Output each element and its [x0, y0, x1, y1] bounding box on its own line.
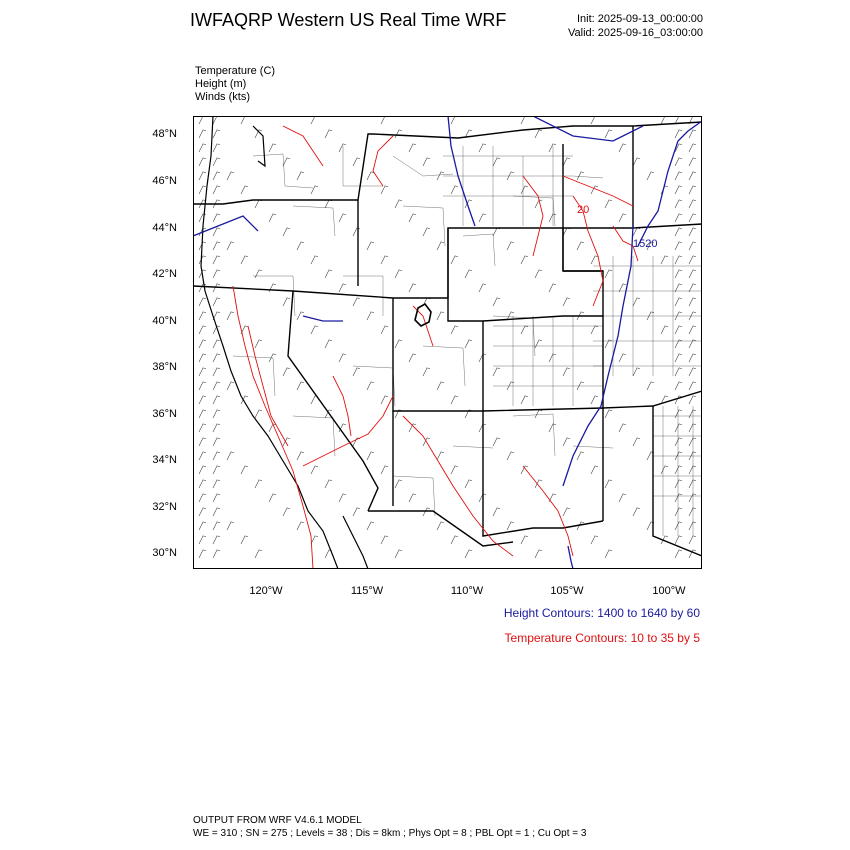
lon-label-110: 110°W: [450, 585, 484, 597]
lat-label-42: 42°N: [152, 268, 177, 280]
lat-label-34: 34°N: [152, 454, 177, 466]
lat-label-36: 36°N: [152, 408, 177, 420]
weather-map: [193, 116, 702, 569]
lon-label-105: 105°W: [550, 585, 584, 597]
field-label-height: Height (m): [195, 78, 247, 90]
lat-label-32: 32°N: [152, 501, 177, 513]
lon-label-120: 120°W: [249, 585, 283, 597]
wind-barb-field: [199, 116, 696, 558]
lat-label-46: 46°N: [152, 175, 177, 187]
temperature-contours: [233, 126, 638, 569]
lat-label-48: 48°N: [152, 128, 177, 140]
lat-label-44: 44°N: [152, 222, 177, 234]
temperature-contour-label: 20: [577, 204, 590, 216]
lon-label-115: 115°W: [350, 585, 384, 597]
great-salt-lake: [415, 304, 431, 326]
height-contour-label: 1520: [633, 238, 658, 250]
field-label-winds: Winds (kts): [195, 91, 250, 103]
lon-label-100: 100°W: [652, 585, 686, 597]
map-title: IWFAQRP Western US Real Time WRF: [190, 10, 507, 30]
legend-temperature-contours: Temperature Contours: 10 to 35 by 5: [504, 631, 700, 645]
field-label-temperature: Temperature (C): [195, 65, 276, 77]
lat-label-40: 40°N: [152, 315, 177, 327]
init-time: Init: 2025-09-13_00:00:00: [577, 13, 703, 25]
valid-time: Valid: 2025-09-16_03:00:00: [568, 27, 703, 39]
wind-barbs: [199, 116, 696, 558]
lat-label-38: 38°N: [152, 361, 177, 373]
lat-label-30: 30°N: [152, 547, 177, 559]
footer-model: OUTPUT FROM WRF V4.6.1 MODEL: [193, 815, 362, 826]
footer-config: WE = 310 ; SN = 275 ; Levels = 38 ; Dis = 8km ; Phys Opt = 8 ; PBL Opt = 1 ; Cu Opt = 3: [193, 828, 587, 839]
legend-height-contours: Height Contours: 1400 to 1640 by 60: [503, 606, 700, 620]
state-borders: [193, 122, 702, 556]
